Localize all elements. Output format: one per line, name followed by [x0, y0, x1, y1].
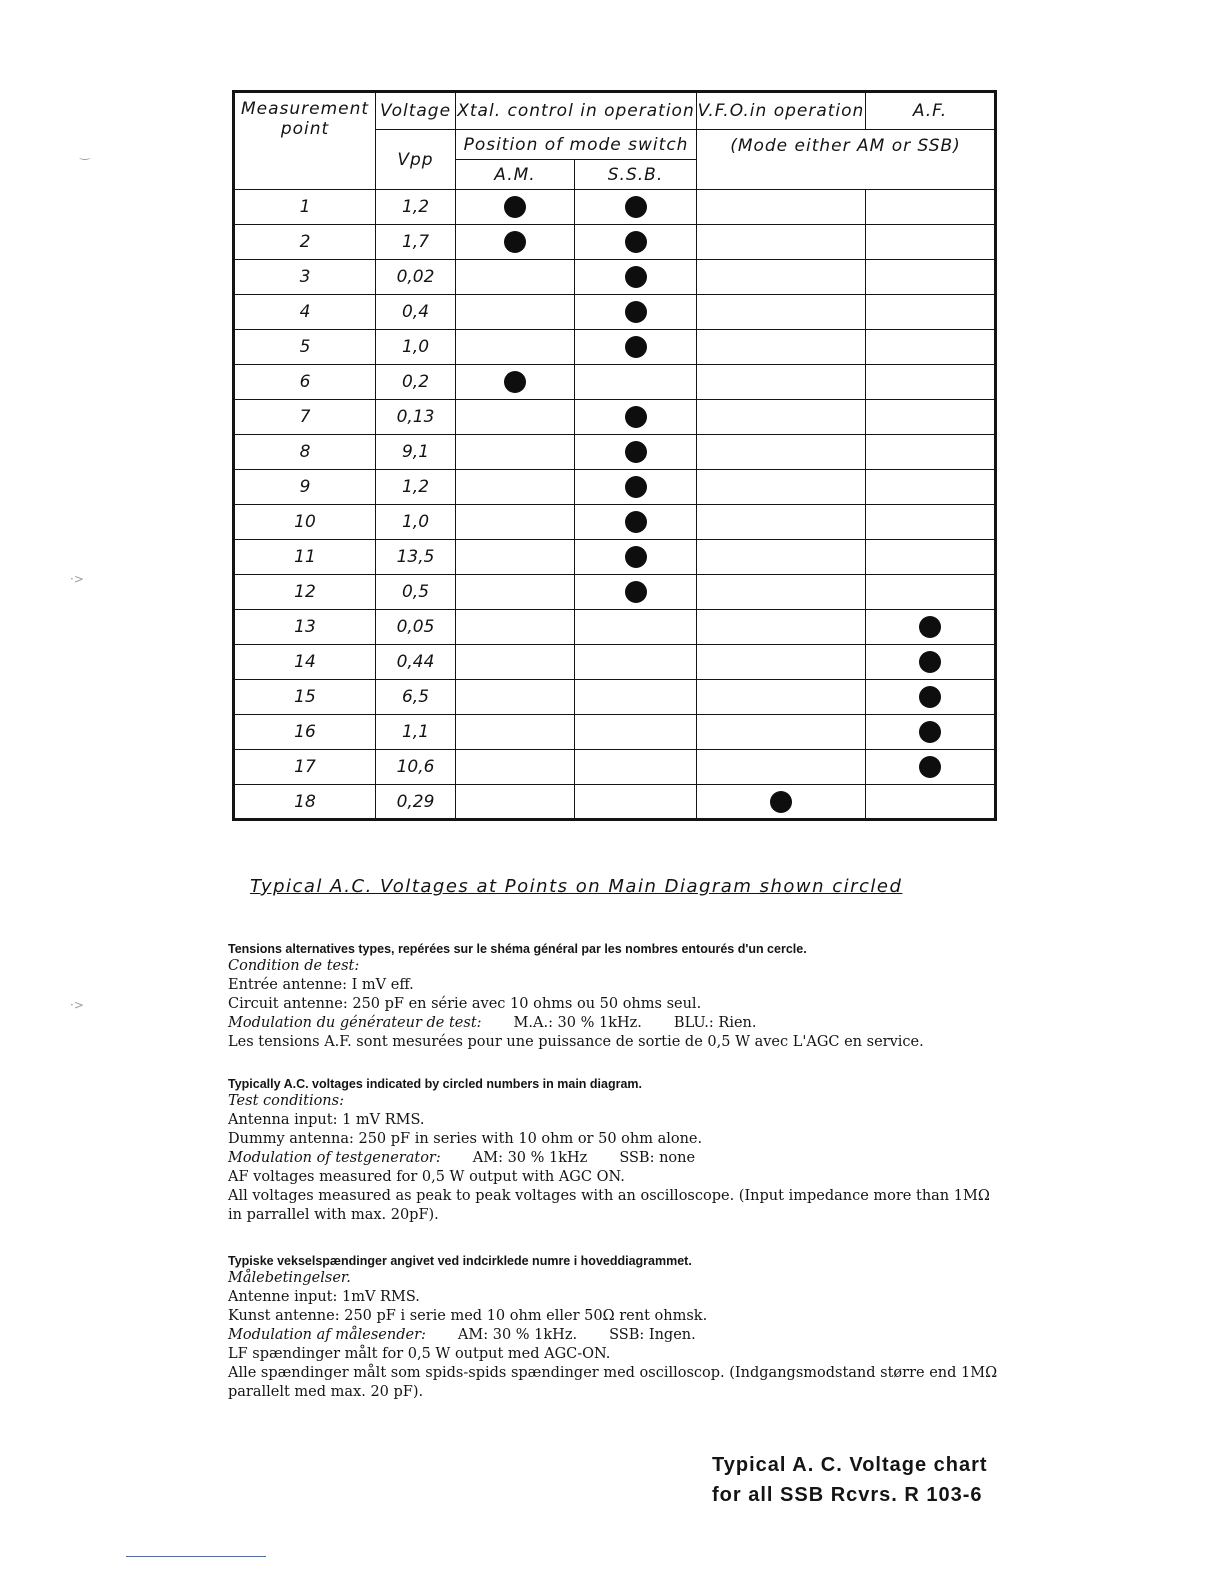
am-cell [456, 540, 575, 575]
measurement-dot-icon [625, 231, 647, 253]
ssb-cell [575, 225, 697, 260]
scan-speck: ‿ [80, 146, 90, 160]
scan-speck: ·> [70, 998, 84, 1012]
measurement-dot-icon [919, 686, 941, 708]
measurement-point-cell: 8 [234, 435, 376, 470]
voltage-cell: 1,0 [376, 330, 456, 365]
measurement-dot-icon [625, 406, 647, 428]
am-cell [456, 610, 575, 645]
voltage-cell: 1,2 [376, 190, 456, 225]
voltage-cell: 1,2 [376, 470, 456, 505]
af-cell [866, 785, 996, 820]
voltage-cell: 0,13 [376, 400, 456, 435]
am-cell [456, 225, 575, 260]
english-conditions-label: Test conditions: [228, 1093, 344, 1109]
ssb-cell [575, 610, 697, 645]
table-row [234, 680, 996, 715]
measurement-point-cell: 3 [234, 260, 376, 295]
table-caption: Typical A.C. Voltages at Points on Main Diagram shown circled [250, 876, 903, 897]
measurement-point-cell: 1 [234, 190, 376, 225]
danish-modulation-am: AM: 30 % 1kHz. [457, 1327, 578, 1343]
measurement-dot-icon [625, 546, 647, 568]
vfo-cell [697, 715, 866, 750]
table-row [234, 295, 996, 330]
measurement-dot-icon [919, 721, 941, 743]
measurement-dot-icon [625, 196, 647, 218]
table-row [234, 435, 996, 470]
danish-notes [228, 1254, 998, 1402]
voltage-cell: 1,1 [376, 715, 456, 750]
vfo-cell [697, 470, 866, 505]
ssb-cell [575, 715, 697, 750]
french-conditions-label: Condition de test: [228, 958, 360, 974]
header-af: A.F. [866, 92, 996, 130]
english-notes [228, 1077, 998, 1225]
danish-lf-note: LF spændinger målt for 0,5 W output med AGC-ON. [228, 1346, 611, 1362]
af-cell [866, 540, 996, 575]
measurement-point-cell: 15 [234, 680, 376, 715]
table-row [234, 260, 996, 295]
table-row [234, 575, 996, 610]
af-cell [866, 645, 996, 680]
ssb-cell [575, 400, 697, 435]
danish-antenna: Antenne input: 1mV RMS. [228, 1289, 420, 1305]
table-row [234, 505, 996, 540]
french-heading: Tensions alternatives types, repérées sur le shéma général par les nombres entourés d'un cercle. [228, 942, 807, 956]
ssb-cell [575, 190, 697, 225]
vfo-cell [697, 575, 866, 610]
measurement-point-cell: 18 [234, 785, 376, 820]
am-cell [456, 260, 575, 295]
table-row [234, 190, 996, 225]
danish-modulation [228, 1326, 998, 1345]
measurement-point-cell: 2 [234, 225, 376, 260]
am-cell [456, 680, 575, 715]
english-heading: Typically A.C. voltages indicated by circled numbers in main diagram. [228, 1077, 643, 1091]
ssb-cell [575, 435, 697, 470]
danish-heading: Typiske vekselspændinger angivet ved indcirklede numre i hoveddiagrammet. [228, 1254, 692, 1268]
af-cell [866, 400, 996, 435]
voltage-cell: 10,6 [376, 750, 456, 785]
table-row [234, 330, 996, 365]
measurement-point-cell: 6 [234, 365, 376, 400]
danish-modulation-label: Modulation af målesender: [228, 1327, 426, 1343]
danish-conditions-label: Målebetingelser. [228, 1270, 351, 1286]
vfo-cell [697, 750, 866, 785]
measurement-point-cell: 4 [234, 295, 376, 330]
voltage-cell: 13,5 [376, 540, 456, 575]
measurement-dot-icon [919, 756, 941, 778]
footer-title-line1: Typical A. C. Voltage chart [712, 1454, 988, 1476]
header-xtal-control: Xtal. control in operation [456, 92, 697, 130]
french-circuit: Circuit antenne: 250 pF en série avec 10 ohms ou 50 ohms seul. [228, 996, 702, 1012]
measurement-dot-icon [504, 196, 526, 218]
bottom-rule [126, 1556, 266, 1557]
voltage-cell: 6,5 [376, 680, 456, 715]
measurement-point-cell: 17 [234, 750, 376, 785]
header-ssb: S.S.B. [575, 160, 697, 190]
measurement-dot-icon [504, 371, 526, 393]
vfo-cell [697, 505, 866, 540]
header-vfo: V.F.O.in operation [697, 92, 866, 130]
af-cell [866, 680, 996, 715]
vfo-cell [697, 365, 866, 400]
measurement-dot-icon [625, 336, 647, 358]
measurement-point-cell: 7 [234, 400, 376, 435]
vfo-cell [697, 540, 866, 575]
voltage-chart-table [232, 90, 997, 821]
french-antenna: Entrée antenne: I mV eff. [228, 977, 414, 993]
am-cell [456, 365, 575, 400]
table-row [234, 400, 996, 435]
ssb-cell [575, 750, 697, 785]
french-modulation-label: Modulation du générateur de test: [228, 1015, 482, 1031]
voltage-cell: 0,05 [376, 610, 456, 645]
af-cell [866, 505, 996, 540]
am-cell [456, 505, 575, 540]
french-modulation-am: M.A.: 30 % 1kHz. [513, 1015, 642, 1031]
table-row [234, 785, 996, 820]
vfo-cell [697, 225, 866, 260]
footer-title-line2: for all SSB Rcvrs. R 103-6 [712, 1484, 983, 1506]
measurement-point-cell: 12 [234, 575, 376, 610]
english-modulation [228, 1149, 998, 1168]
vfo-cell [697, 330, 866, 365]
af-cell [866, 225, 996, 260]
voltage-cell: 0,02 [376, 260, 456, 295]
vfo-cell [697, 680, 866, 715]
table-row [234, 470, 996, 505]
table-row [234, 225, 996, 260]
ssb-cell [575, 540, 697, 575]
measurement-dot-icon [770, 791, 792, 813]
header-am: A.M. [456, 160, 575, 190]
english-modulation-am: AM: 30 % 1kHz [472, 1150, 588, 1166]
english-all-note: All voltages measured as peak to peak voltages with an oscilloscope. (Input impedance more than 1MΩ in parrallel with max. 20pF). [228, 1188, 990, 1223]
ssb-cell [575, 295, 697, 330]
voltage-cell: 0,2 [376, 365, 456, 400]
voltage-cell: 9,1 [376, 435, 456, 470]
measurement-dot-icon [625, 441, 647, 463]
af-cell [866, 435, 996, 470]
voltage-cell: 1,0 [376, 505, 456, 540]
table-row [234, 715, 996, 750]
af-cell [866, 750, 996, 785]
measurement-dot-icon [625, 511, 647, 533]
english-modulation-label: Modulation of testgenerator: [228, 1150, 441, 1166]
vfo-cell [697, 190, 866, 225]
chart-body [234, 190, 996, 820]
measurement-dot-icon [625, 476, 647, 498]
table-row [234, 645, 996, 680]
af-cell [866, 575, 996, 610]
header-mode-either: (Mode either AM or SSB) [697, 130, 996, 190]
af-cell [866, 260, 996, 295]
am-cell [456, 330, 575, 365]
voltage-cell: 0,44 [376, 645, 456, 680]
measurement-point-cell: 5 [234, 330, 376, 365]
table-row [234, 365, 996, 400]
danish-modulation-ssb: SSB: Ingen. [609, 1327, 696, 1343]
measurement-dot-icon [625, 581, 647, 603]
ssb-cell [575, 575, 697, 610]
vfo-cell [697, 645, 866, 680]
af-cell [866, 365, 996, 400]
voltage-cell: 0,4 [376, 295, 456, 330]
af-cell [866, 330, 996, 365]
am-cell [456, 295, 575, 330]
am-cell [456, 715, 575, 750]
danish-kunst: Kunst antenne: 250 pF i serie med 10 ohm eller 50Ω rent ohmsk. [228, 1308, 708, 1324]
af-cell [866, 295, 996, 330]
table-row [234, 610, 996, 645]
measurement-point-cell: 9 [234, 470, 376, 505]
footer-title [712, 1450, 988, 1510]
measurement-point-cell: 14 [234, 645, 376, 680]
measurement-point-cell: 16 [234, 715, 376, 750]
vfo-cell [697, 295, 866, 330]
measurement-dot-icon [625, 301, 647, 323]
am-cell [456, 470, 575, 505]
french-modulation-ssb: BLU.: Rien. [673, 1015, 757, 1031]
english-af-note: AF voltages measured for 0,5 W output with AGC ON. [228, 1169, 625, 1185]
measurement-dot-icon [504, 231, 526, 253]
table-row [234, 750, 996, 785]
ssb-cell [575, 785, 697, 820]
measurement-point-cell: 10 [234, 505, 376, 540]
am-cell [456, 750, 575, 785]
ssb-cell [575, 365, 697, 400]
vfo-cell [697, 400, 866, 435]
am-cell [456, 400, 575, 435]
am-cell [456, 785, 575, 820]
voltage-cell: 0,5 [376, 575, 456, 610]
english-dummy: Dummy antenna: 250 pF in series with 10 ohm or 50 ohm alone. [228, 1131, 703, 1147]
french-af-note: Les tensions A.F. sont mesurées pour une puissance de sortie de 0,5 W avec L'AGC en service. [228, 1034, 924, 1050]
ssb-cell [575, 470, 697, 505]
ssb-cell [575, 505, 697, 540]
af-cell [866, 610, 996, 645]
af-cell [866, 190, 996, 225]
voltage-cell: 1,7 [376, 225, 456, 260]
ssb-cell [575, 645, 697, 680]
am-cell [456, 575, 575, 610]
header-voltage: Voltage [376, 92, 456, 130]
scan-speck: ·> [70, 572, 84, 586]
measurement-dot-icon [919, 651, 941, 673]
english-modulation-ssb: SSB: none [619, 1150, 696, 1166]
table-row [234, 540, 996, 575]
header-voltage-unit: Vpp [376, 130, 456, 190]
measurement-point-cell: 11 [234, 540, 376, 575]
header-measurement-point: Measurement point [234, 92, 376, 190]
voltage-cell: 0,29 [376, 785, 456, 820]
measurement-dot-icon [919, 616, 941, 638]
measurement-dot-icon [625, 266, 647, 288]
am-cell [456, 435, 575, 470]
am-cell [456, 190, 575, 225]
ssb-cell [575, 330, 697, 365]
measurement-point-cell: 13 [234, 610, 376, 645]
french-modulation [228, 1014, 998, 1033]
am-cell [456, 645, 575, 680]
french-notes [228, 942, 998, 1052]
vfo-cell [697, 785, 866, 820]
ssb-cell [575, 680, 697, 715]
header-mode-switch: Position of mode switch [456, 130, 697, 160]
danish-all-note: Alle spændinger målt som spids-spids spændinger med oscilloscop. (Indgangsmodstand større end 1MΩ parallelt med max. 20 pF). [228, 1365, 998, 1400]
vfo-cell [697, 435, 866, 470]
af-cell [866, 715, 996, 750]
ssb-cell [575, 260, 697, 295]
english-antenna: Antenna input: 1 mV RMS. [228, 1112, 425, 1128]
af-cell [866, 470, 996, 505]
vfo-cell [697, 610, 866, 645]
vfo-cell [697, 260, 866, 295]
